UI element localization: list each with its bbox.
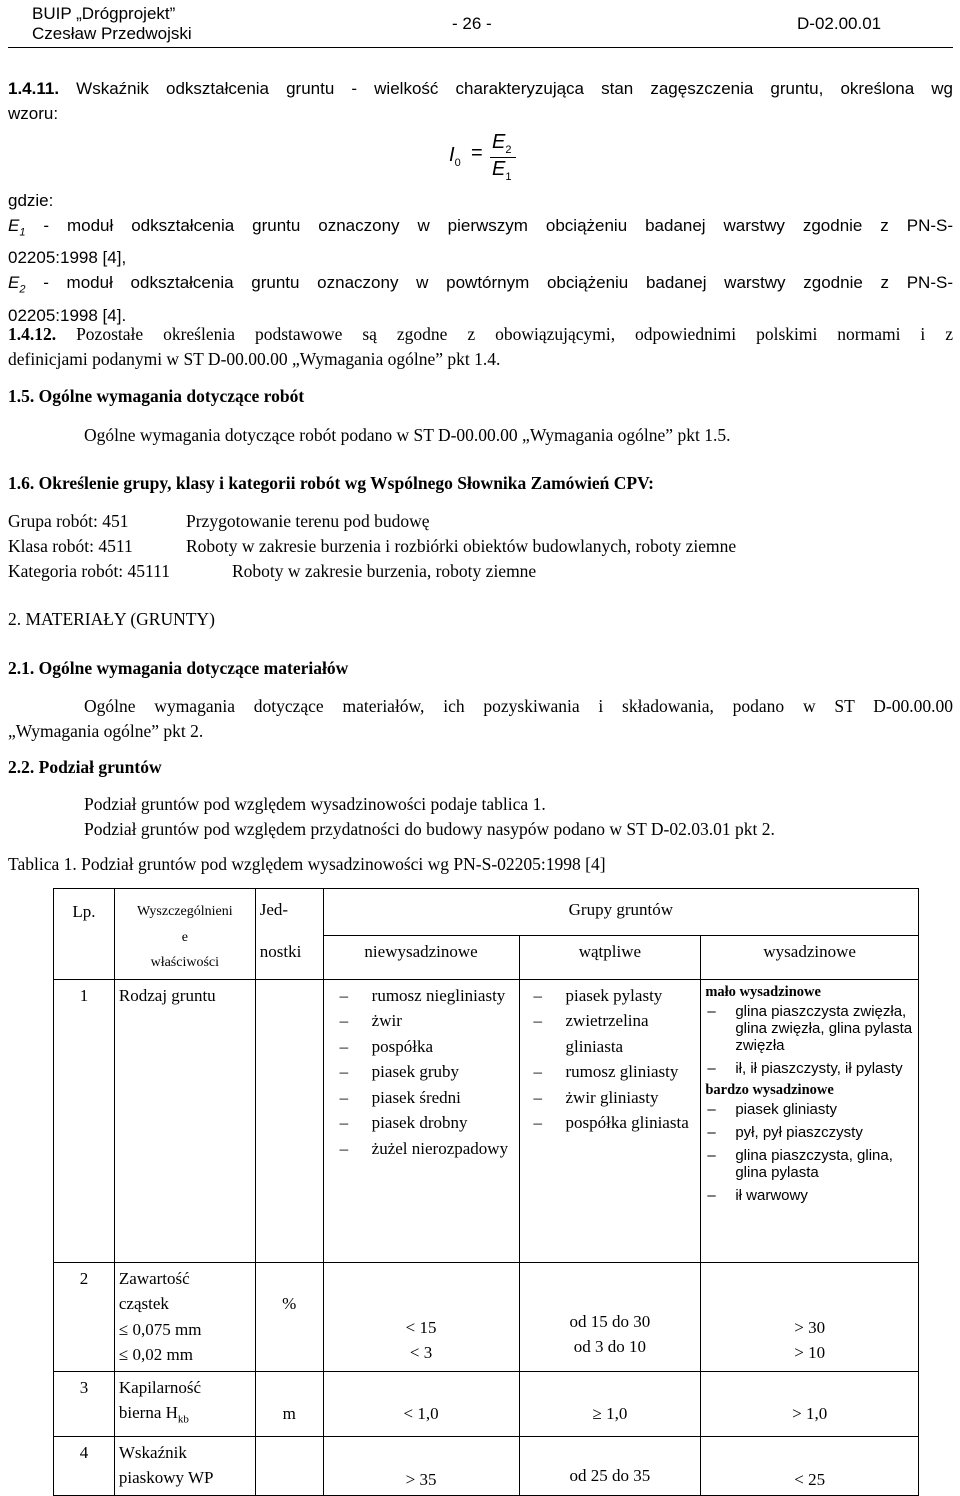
watpliwe-list <box>519 979 701 1262</box>
definition-e1: $E_1$ - moduł odkształcenia gruntu oznaczony w pierwszym obciążeniu badanej warstwy zgodnie z PN-S- <box>8 216 954 239</box>
header-grupy: Grupy gruntów <box>323 889 918 936</box>
table-row: 2 Zawartość cząstek ≤ 0,075 mm ≤ 0,02 mm % < 15 < 3 od 15 do 30 od 3 do 10 > 30 > 10 <box>54 1262 919 1371</box>
list-item: – rumosz niegliniasty <box>336 983 515 1009</box>
heading-1-5: 1.5. Ogólne wymagania dotyczące robót <box>8 386 305 406</box>
list-item: – pospółka gliniasta <box>530 1110 697 1136</box>
paragraph-text-2: wzoru: <box>8 104 59 123</box>
header-watpliwe: wątpliwe <box>519 936 701 979</box>
header-divider <box>8 47 953 48</box>
paragraph-1-5: Ogólne wymagania dotyczące robót podano w ST D-00.00.00 „Wymagania ogólne” pkt 1.5. <box>84 425 731 445</box>
kategoria-text: Roboty w zakresie burzenia, roboty ziemne <box>232 561 537 581</box>
table-row: 4 Wskaźnik piaskowy WP > 35 od 25 do 35 < 25 <box>54 1436 919 1496</box>
definition-e2-cont: 02205:1998 [4]. <box>8 305 127 325</box>
section-1-4-12: 1.4.12. Pozostałe określenia podstawowe są zgodne z obowiązującymi, odpowiednimi polskimi normami i z definicjami podanymi w ST D-00.00.00 „Wymagania ogólne” pkt 1.4. <box>8 324 953 369</box>
list-item: – zwietrzelina gliniasta <box>530 1008 697 1059</box>
list-item: – piasek pylasty <box>530 983 697 1009</box>
kategoria-label: Kategoria robót: 45111 <box>8 561 170 581</box>
header-jednostki-1: Jed- <box>255 889 323 936</box>
header-niewysadzinowe: niewysadzinowe <box>323 936 519 979</box>
klasa-text: Roboty w zakresie burzenia i rozbiórki obiektów budowlanych, roboty ziemne <box>186 536 737 556</box>
header-org <box>32 4 192 44</box>
header-jednostki-2: nostki <box>255 936 323 979</box>
list-item: – żużel nierozpadowy <box>336 1136 515 1162</box>
niewysadzinowe-list <box>323 979 519 1262</box>
list-item: – piasek gruby <box>336 1059 515 1085</box>
list-item: – pospółka <box>336 1034 515 1060</box>
header-code: D-02.00.01 <box>797 14 882 33</box>
formula-denominator: $E_1$ <box>492 158 512 183</box>
heading-2: 2. MATERIAŁY (GRUNTY) <box>8 609 215 629</box>
heading-2-2: 2.2. Podział gruntów <box>8 757 162 777</box>
definition-e2: $E_2$ - moduł odkształcenia gruntu oznaczony w powtórnym obciążeniu badanej warstwy zgodnie z PN-S- <box>8 273 953 296</box>
table-caption: Tablica 1. Podział gruntów pod względem wysadzinowości wg PN-S-02205:1998 [4] <box>8 854 606 874</box>
header-org-line2: Czesław Przedwojski <box>32 24 192 43</box>
list-item: – rumosz gliniasty <box>530 1059 697 1085</box>
list-item: – piasek gliniasty <box>705 1101 914 1118</box>
table-row: 3 Kapilarność bierna $H_{kb}$ m < 1,0 ≥ 1,0 > 1,0 <box>54 1371 919 1436</box>
heading-2-1: 2.1. Ogólne wymagania dotyczące materiałów <box>8 658 349 678</box>
paragraph-text: Wskaźnik odkształcenia gruntu - wielkość charakteryzująca stan zagęszczenia gruntu, określona wg <box>76 79 953 98</box>
wysadzinowe-list <box>701 979 919 1262</box>
header-wyszczegolnienie: Wyszczególnieni e właściwości <box>114 889 255 980</box>
header-page-number: - 26 - <box>452 14 492 33</box>
section-1-4-11 <box>8 76 953 126</box>
list-item: – ił warwowy <box>705 1187 914 1204</box>
paragraph-2-1: Ogólne wymagania dotyczące materiałów, ich pozyskiwania i składowania, podano w ST D-00.00.00 „Wymagania ogólne” pkt 2. <box>8 696 953 741</box>
formula-lhs: $I_0$ <box>449 144 461 169</box>
header-org-line1: BUIP „Drógprojekt” <box>32 4 176 23</box>
definitions <box>8 188 953 328</box>
header-lp: Lp. <box>54 889 115 980</box>
malo-wysadzinowe-heading: mało wysadzinowe <box>705 983 821 1000</box>
bardzo-wysadzinowe-heading: bardzo wysadzinowe <box>705 1081 834 1098</box>
table-row: 1 Rodzaj gruntu – rumosz niegliniasty – żwir – pospółka – piasek gruby – piasek średni – piasek drobny – żużel nierozpadowy – piasek pylasty – zwietrzelina gliniasta – rumosz gliniasty – żwir gliniasty – pospółka gliniasta mało wysadzinowe – glina piaszczysta zwięzła, glina zwięzła, glina pylasta zwięzła – ił, ił piaszczysty, ił pylasty bardzo wysadzinowe – piasek gliniasty – pył, pył piaszczysty – glina piaszczysta, glina, glina pylasta – ił warwowy <box>54 979 919 1262</box>
paragraph-2-2-line2: Podział gruntów pod względem przydatności do budowy nasypów podano w ST D-02.03.01 pkt 2. <box>84 819 775 839</box>
list-item: – żwir gliniasty <box>530 1085 697 1111</box>
header-wysadzinowe: wysadzinowe <box>701 936 919 979</box>
heading-1-6: 1.6. Określenie grupy, klasy i kategorii robót wg Wspólnego Słownika Zamówień CPV: <box>8 473 654 493</box>
klasa-label: Klasa robót: 4511 <box>8 536 133 556</box>
soil-table <box>53 888 919 1496</box>
list-item: – żwir <box>336 1008 515 1034</box>
list-item: – pył, pył piaszczysty <box>705 1124 914 1141</box>
list-item: – piasek średni <box>336 1085 515 1111</box>
list-item: – piasek drobny <box>336 1110 515 1136</box>
section-number: 1.4.11. <box>8 79 60 98</box>
definition-e1-cont: 02205:1998 [4], <box>8 248 127 268</box>
formula-numerator: $E_2$ <box>492 131 512 156</box>
paragraph-2-2-line1: Podział gruntów pod względem wysadzinowości podaje tablica 1. <box>84 794 546 814</box>
grupa-text: Przygotowanie terenu pod budowę <box>186 511 430 531</box>
list-item: – glina piaszczysta zwięzła, glina zwięzła, glina pylasta zwięzła <box>705 1003 914 1054</box>
gdzie-label: gdzie: <box>8 191 54 210</box>
grupa-label: Grupa robót: 451 <box>8 511 129 531</box>
list-item: – ił, ił piaszczysty, ił pylasty <box>705 1060 914 1077</box>
list-item: – glina piaszczysta, glina, glina pylasta <box>705 1147 914 1181</box>
formula-equals: = <box>471 142 483 164</box>
